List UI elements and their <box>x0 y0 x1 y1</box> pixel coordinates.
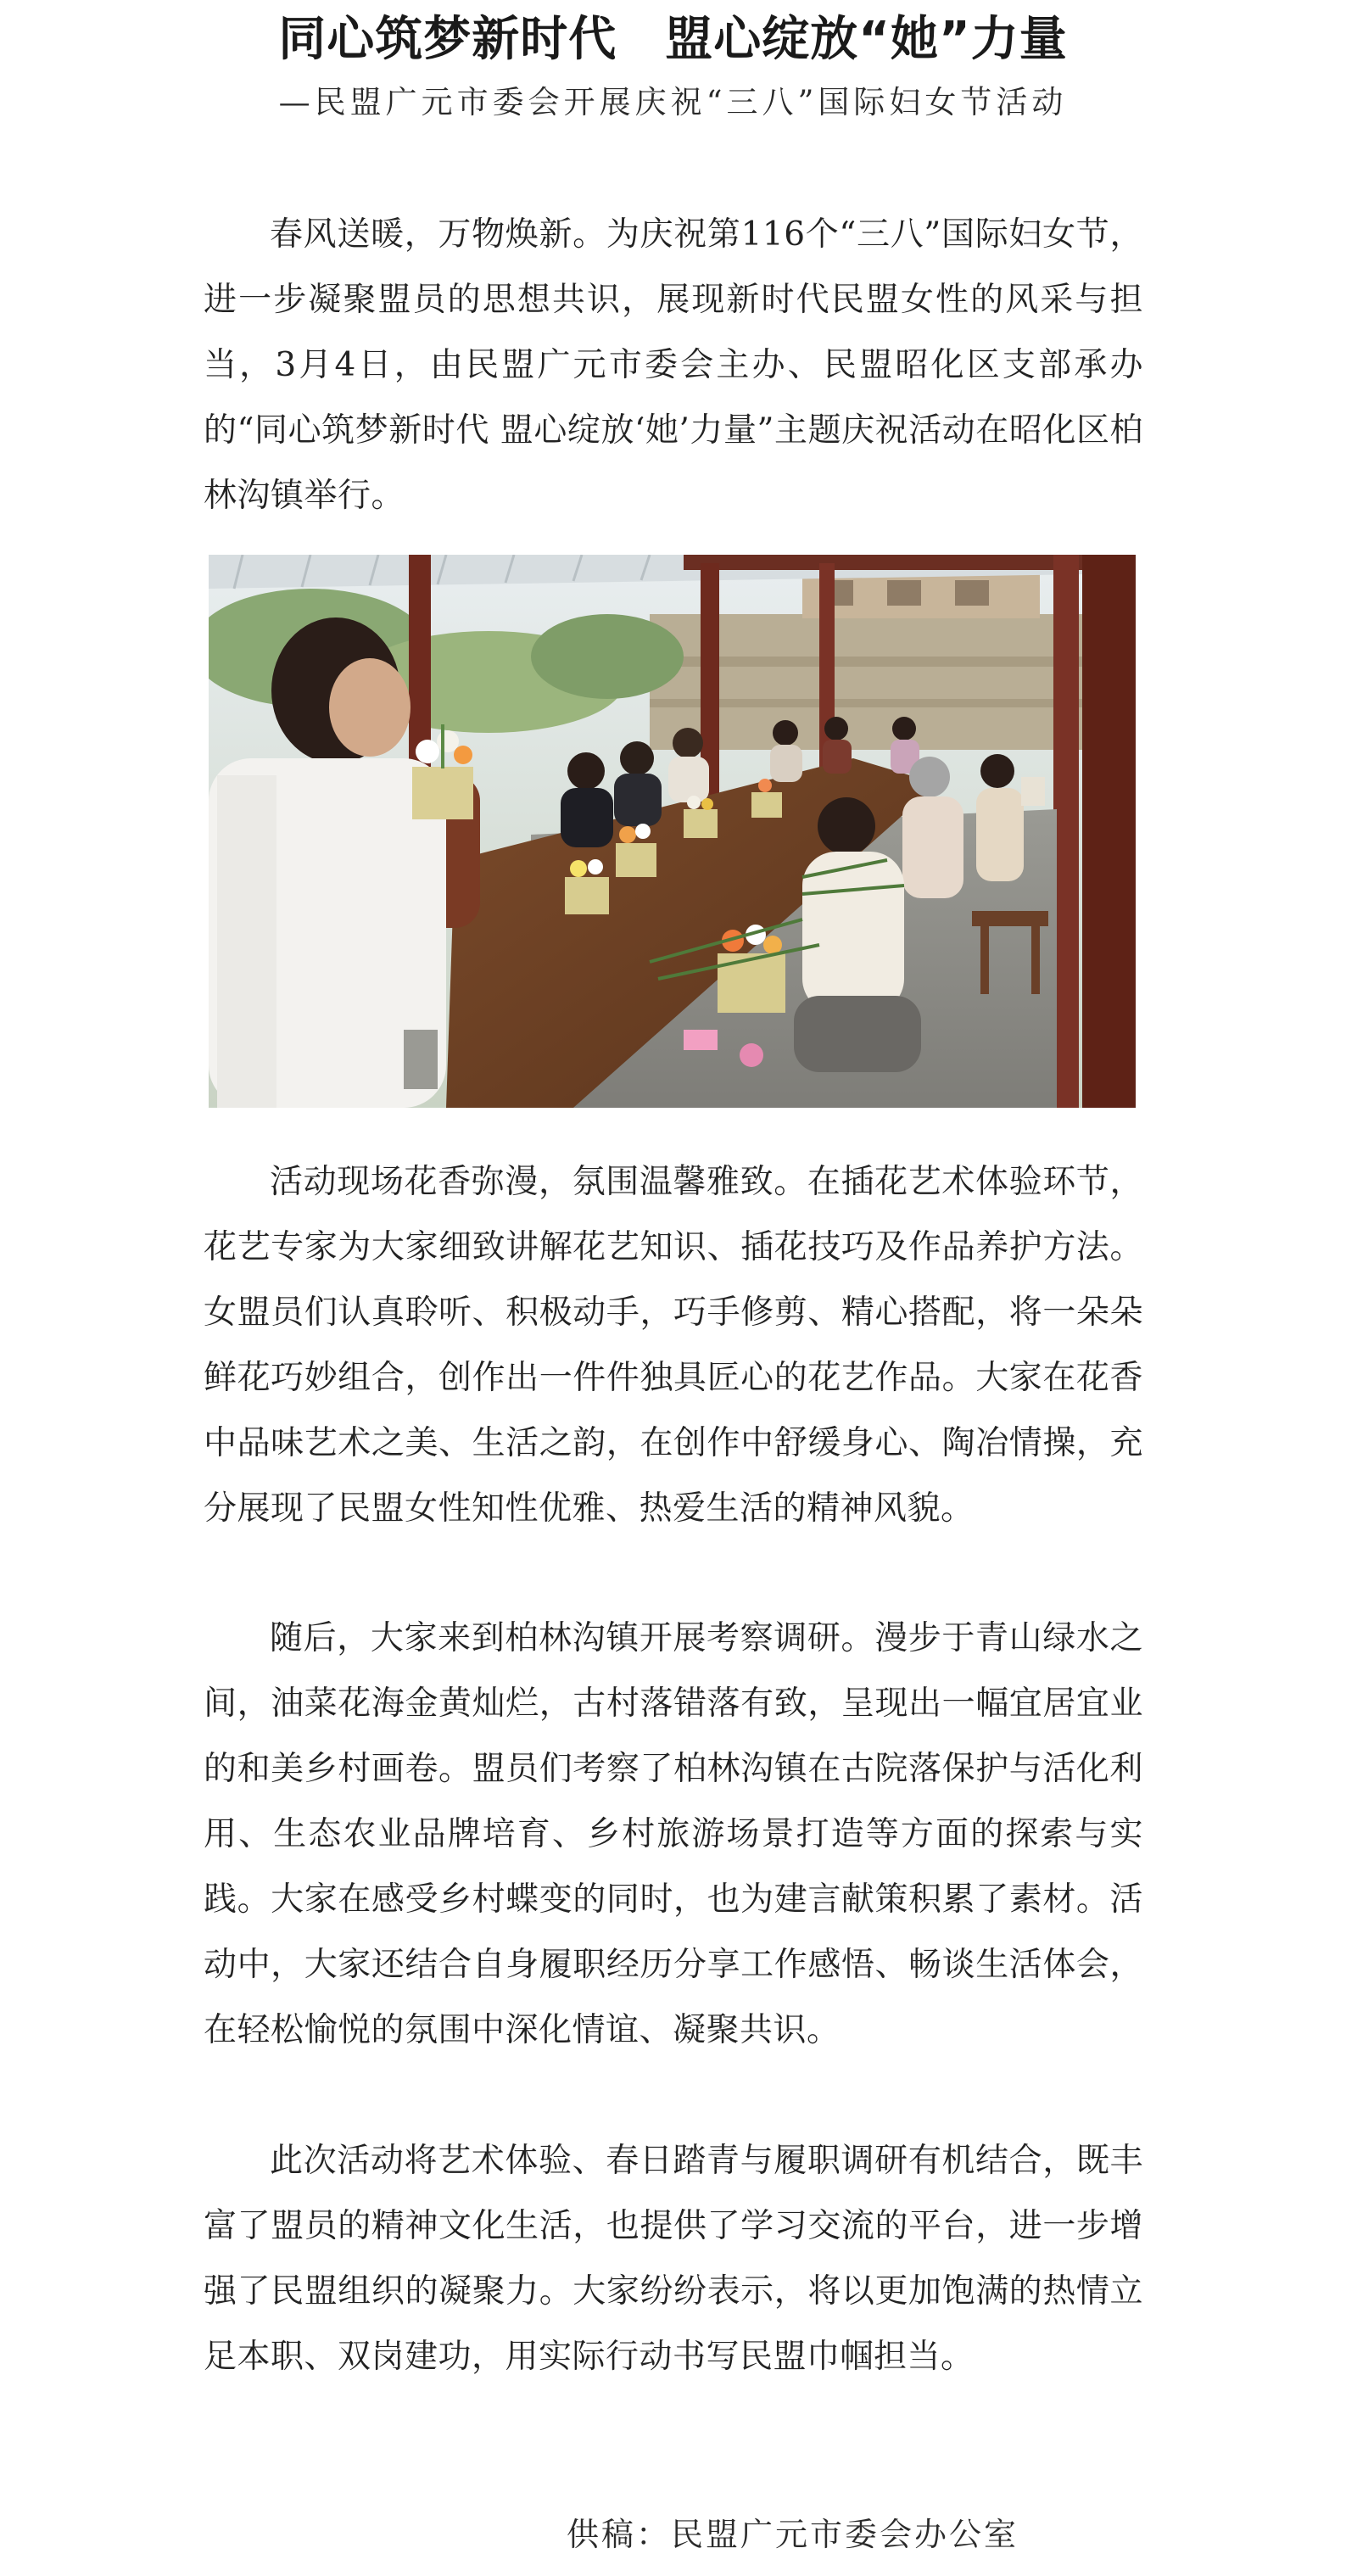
article-credit: 供稿：民盟广元市委会办公室 <box>567 2516 1019 2553</box>
paragraph-conclusion: 此次活动将艺术体验、春日踏青与履职调研有机结合，既丰富了盟员的精神文化生活，也提供了学习交流的平台，进一步增强了民盟组织的凝聚力。大家纷纷表示，将以更加饱满的热情立足本职、双岗建功，用实际行动书写民盟巾帼担当。 <box>204 2142 1143 2376</box>
flower-arranging-photo-illustration <box>209 555 1136 1108</box>
paragraph-intro: 春风送暖，万物焕新。为庆祝第116个“三八”国际妇女节，进一步凝聚盟员的思想共识，展现新时代民盟女性的风采与担当，3月4日，由民盟广元市委会主办、民盟昭化区支部承办的“同心筑梦新时代 盟心绽放‘她’力量”主题庆祝活动在昭化区柏林沟镇举行。 <box>204 215 1143 515</box>
paragraph-flower-arranging: 活动现场花香弥漫，氛围温馨雅致。在插花艺术体验环节，花艺专家为大家细致讲解花艺知识、插花技巧及作品养护方法。女盟员们认真聆听、积极动手，巧手修剪、精心搭配，将一朵朵鲜花巧妙组合，创作出一件件独具匠心的花艺作品。大家在花香中品味艺术之美、生活之韵，在创作中舒缓身心、陶冶情操，充分展现了民盟女性知性优雅、热爱生活的精神风貌。 <box>204 1163 1143 1528</box>
event-photo <box>209 555 1136 1108</box>
article-subtitle: —民盟广元市委会开展庆祝“三八”国际妇女节活动 <box>278 84 1068 120</box>
article-title: 同心筑梦新时代 盟心绽放“她”力量 <box>278 12 1068 67</box>
paragraph-field-survey: 随后，大家来到柏林沟镇开展考察调研。漫步于青山绿水之间，油菜花海金黄灿烂，古村落错落有致，呈现出一幅宜居宜业的和美乡村画卷。盟员们考察了柏林沟镇在古院落保护与活化利用、生态农业品牌培育、乡村旅游场景打造等方面的探索与实践。大家在感受乡村蝶变的同时，也为建言献策积累了素材。活动中，大家还结合自身履职经历分享工作感悟、畅谈生活体会，在轻松愉悦的氛围中深化情谊、凝聚共识。 <box>204 1619 1143 2049</box>
